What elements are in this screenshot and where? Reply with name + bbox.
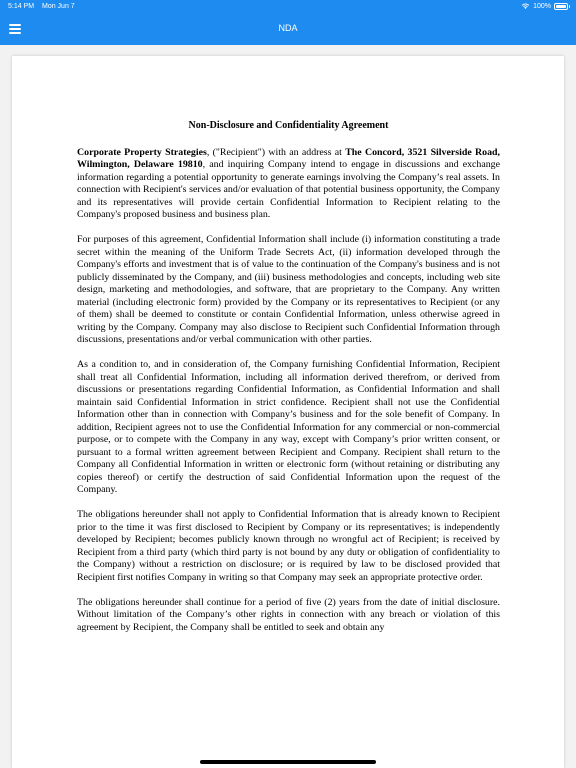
recipient-name: Corporate Property Strategies <box>77 146 207 158</box>
navigation-bar <box>0 14 576 45</box>
paragraph-definition: For purposes of this agreement, Confidential Information shall include (i) information constituting a trade secret within the meaning of the Uniform Trade Secrets Act, (ii) information developed through the Company's efforts and investment that is of value to the continuation of the Company's business and is not publicly disseminated by the Company, and (iii) business methodologies and concepts, including web site design, marketing and methodologies, and software, that are proprietary to the Company. Any written material (including electronic form) provided by the Company or its representatives to Recipient (or any of them) shall be deemed to constitute or contain Confidential Information, unless otherwise agreed in writing by the Company. Company may also disclose to Recipient such Confidential Information through discussions, presentations and/or verbal communication with other parties. <box>77 234 500 345</box>
paragraph-term: The obligations hereunder shall continue for a period of five (2) years from the date of initial disclosure. Without limitation of the Company’s other rights in connection with any breach or violation of this agreement by Recipient, the Company shall be entitled to seek and obtain any <box>77 596 500 633</box>
document-page[interactable] <box>12 56 564 768</box>
paragraph-text: , ("Recipient") with an address at <box>206 146 346 158</box>
document-body <box>77 120 500 647</box>
paragraph-conditions: As a condition to, and in consideration of, the Company furnishing Confidential Information, Recipient shall treat all Confidential Information, including all information derived therefrom, or derived from discussions or presentations regarding Confidential Information, as Confidential Information and shall maintain said Confidential Information in strict confidence. Recipient shall not use the Confidential Information other than in connection with Company’s business and for the sole benefit of Company. In addition, Recipient agrees not to use the Confidential Information for any commercial or non-commercial purpose, or to compete with the Company in any way, except with Company’s prior written consent, or pursuant to a formal written agreement between Recipient and Company. Recipient shall return to the Company all Confidential Information in written or electronic form (without retaining or distributing any copies thereof) or certify the destruction of said Confidential Information upon the request of the Company. <box>77 359 500 495</box>
paragraph-parties <box>77 147 500 222</box>
recipient-address: The Concord, 3521 Silverside Road, Wilmington, Delaware 19810 <box>77 146 500 170</box>
page-title: NDA <box>278 23 298 33</box>
status-indicators <box>521 2 568 10</box>
document-title: Non-Disclosure and Confidentiality Agreement <box>188 120 389 131</box>
home-indicator[interactable] <box>200 760 376 764</box>
battery-icon <box>554 3 568 10</box>
status-date: Mon Jun 7 <box>42 3 75 10</box>
status-time: 5:14 PM <box>8 3 35 10</box>
status-bar <box>0 0 576 14</box>
paragraph-text: , and inquiring Company intend to engage in discussions and exchange information regarding a potential opportunity to generate earnings involving the Company’s real assets. In connection with Recipient's services and/or evaluation of that potential business opportunity, the Company and its representatives will provide certain Confidential Information to Recipient relating to the Company's proposed business and business plan. <box>77 159 501 220</box>
wifi-icon <box>521 2 530 10</box>
battery-percent: 100% <box>533 2 551 10</box>
paragraph-exclusions: The obligations hereunder shall not apply to Confidential Information that is already known to Recipient prior to the time it was first disclosed to Recipient by Company or its representatives; is independently developed by Recipient; becomes publicly known through no wrongful act of Recipient; is received by Recipient from a third party (which third party is not bound by any duty or obligation of confidentiality to the Company) without a restriction on disclosure; or is required by law to be disclosed provided that Recipient first notifies Company in writing so that Company may seek an appropriate protective order. <box>77 509 500 583</box>
